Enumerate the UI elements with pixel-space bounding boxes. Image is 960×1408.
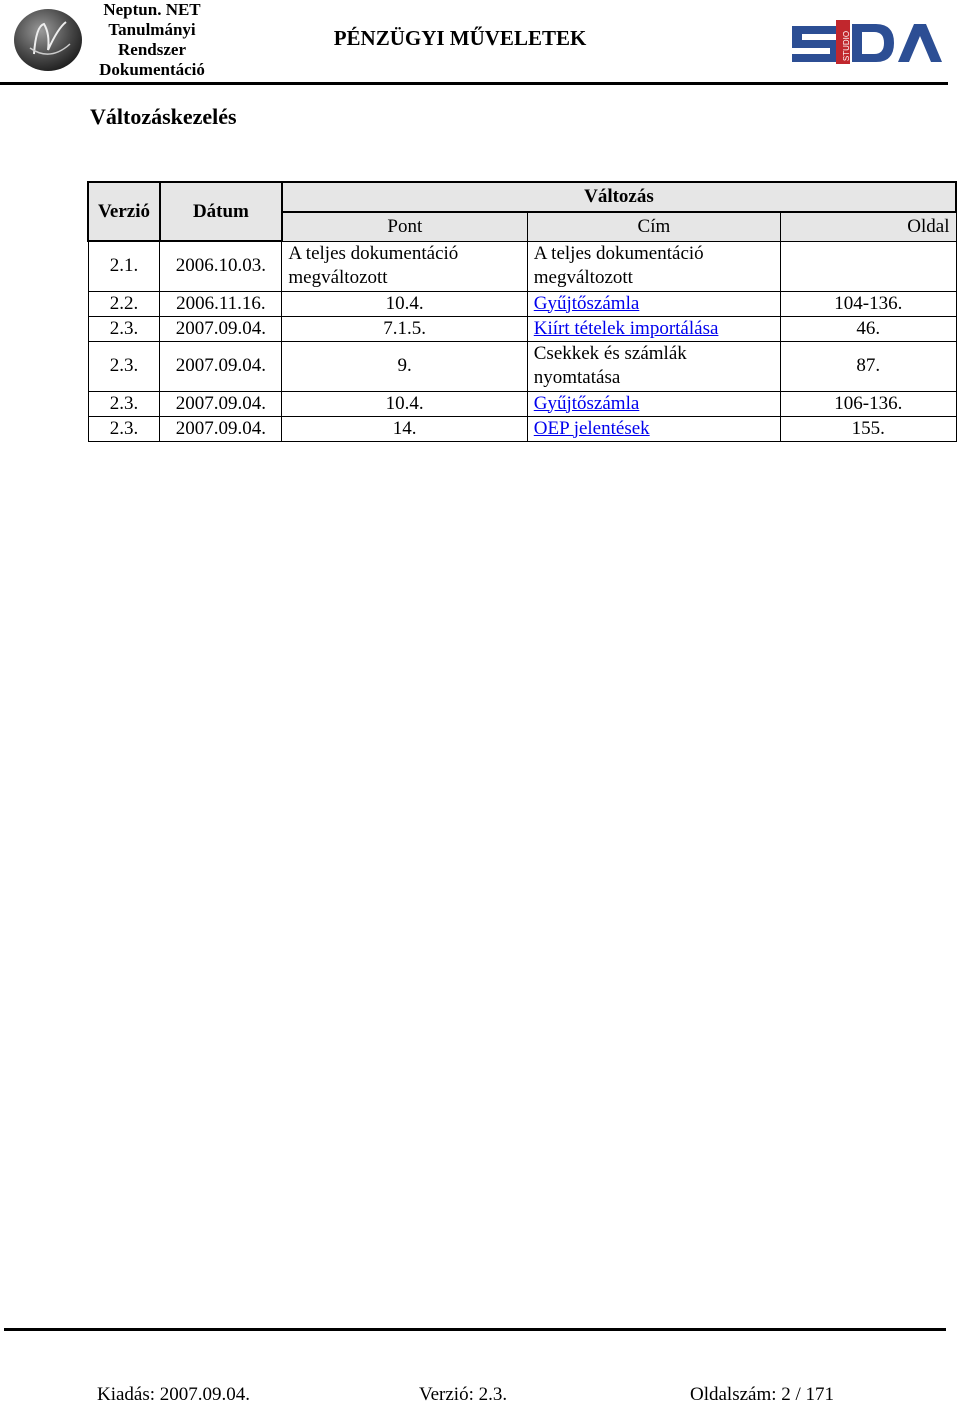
header-document-title: PÉNZÜGYI MŰVELETEK <box>333 26 587 50</box>
row-point: 10.4. <box>282 391 527 416</box>
row-title-link[interactable]: Gyűjtőszámla <box>533 292 640 314</box>
row-point: A teljes dokumentáció megváltozott <box>282 241 527 291</box>
row-page: 155. <box>781 416 956 441</box>
row-title-link[interactable]: Gyűjtőszámla <box>533 392 640 414</box>
row-version: 2.3. <box>88 416 160 441</box>
row-version: 2.1. <box>88 241 160 291</box>
row-title-link[interactable]: OEP jelentések <box>533 417 650 439</box>
row-title: Csekkek és számlák nyomtatása <box>527 341 780 391</box>
row-point: 9. <box>282 341 527 391</box>
row-version: 2.2. <box>88 291 160 316</box>
neptun-logo-icon <box>10 4 90 74</box>
row-title: A teljes dokumentáció megváltozott <box>527 241 780 291</box>
column-header-point: Pont <box>282 212 527 241</box>
row-version: 2.3. <box>88 341 160 391</box>
row-date: 2007.09.04. <box>160 316 282 341</box>
row-version: 2.3. <box>88 316 160 341</box>
column-header-version: Verzió <box>88 182 160 241</box>
table-row <box>88 391 956 416</box>
row-point: 10.4. <box>282 291 527 316</box>
footer-page-number: Oldalszám: 2 / 171 <box>690 1384 835 1405</box>
column-header-page: Oldal <box>781 212 956 241</box>
row-page: 87. <box>781 341 956 391</box>
row-page: 104-136. <box>781 291 956 316</box>
row-version: 2.3. <box>88 391 160 416</box>
page-header <box>0 0 960 84</box>
table-row <box>88 341 956 391</box>
row-date: 2007.09.04. <box>160 391 282 416</box>
row-page <box>781 241 956 291</box>
column-group-change: Változás <box>282 182 956 212</box>
row-point: 14. <box>282 416 527 441</box>
row-page: 106-136. <box>781 391 956 416</box>
footer-divider <box>4 1328 946 1331</box>
table-row <box>88 416 956 441</box>
svg-text:STUDIO: STUDIO <box>842 30 851 62</box>
column-header-title: Cím <box>527 212 780 241</box>
header-divider <box>0 82 948 85</box>
change-log-table <box>87 181 957 442</box>
table-row <box>88 316 956 341</box>
table-row <box>88 291 956 316</box>
row-date: 2006.11.16. <box>160 291 282 316</box>
row-point: 7.1.5. <box>282 316 527 341</box>
sda-studio-logo-icon <box>790 16 950 72</box>
row-date: 2007.09.04. <box>160 341 282 391</box>
table-row <box>88 241 956 291</box>
footer-version: Verzió: 2.3. <box>419 1384 508 1405</box>
column-header-date: Dátum <box>160 182 282 241</box>
footer-issue-date: Kiadás: 2007.09.04. <box>97 1384 251 1405</box>
row-date: 2006.10.03. <box>160 241 282 291</box>
header-product-name: Neptun. NET Tanulmányi Rendszer Dokumentáció <box>99 0 205 79</box>
row-date: 2007.09.04. <box>160 416 282 441</box>
row-title-link[interactable]: Kiírt tételek importálása <box>533 317 719 339</box>
section-title: Változáskezelés <box>90 104 237 129</box>
row-page: 46. <box>781 316 956 341</box>
